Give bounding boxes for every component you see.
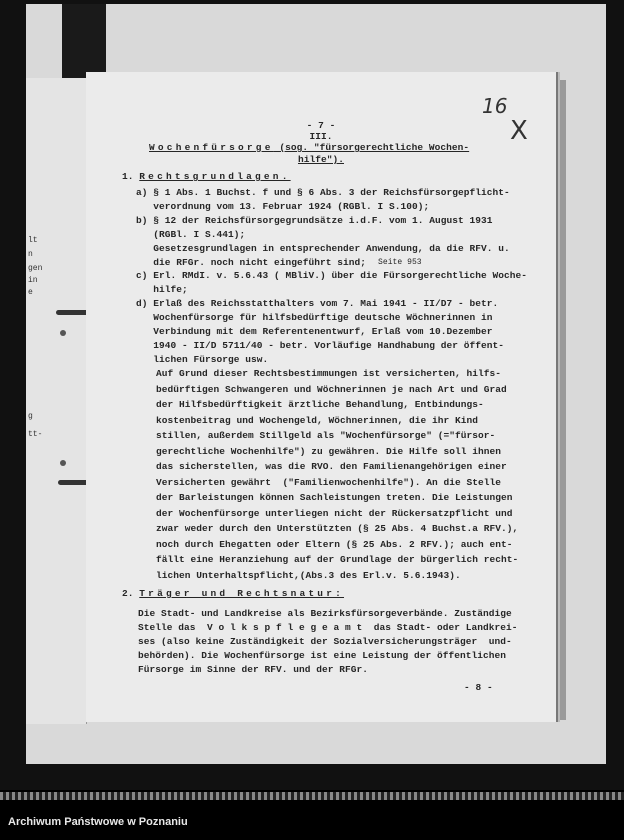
paragraph-line: gerechtliche Wochenhilfe") zu gewähren. Die Hilfe soll ihnen xyxy=(156,445,502,457)
section2-number: 2. xyxy=(122,588,134,599)
left-fragment: gen xyxy=(28,264,43,273)
binder-hole xyxy=(60,330,66,336)
left-fragment: e xyxy=(28,288,33,297)
section2-line: Die Stadt- und Landkreise als Bezirksfürsorgeverbände. Zuständige xyxy=(138,608,512,619)
section2-title: Träger und Rechtsnatur: xyxy=(139,588,345,599)
section1-heading xyxy=(122,171,291,182)
section2-line: ses (also keine Zuständigkeit der Sozialversicherungsträger und- xyxy=(138,636,512,647)
section2-line: Fürsorge im Sinne der RFV. und der RFGr. xyxy=(138,664,369,675)
document-title xyxy=(149,142,469,153)
left-fragment: n xyxy=(28,250,33,259)
title-rest: (sog. "fürsorgerechtliche Wochen- xyxy=(273,142,470,153)
section-number: III. xyxy=(309,131,333,142)
page-number-bottom: - 8 - xyxy=(464,682,493,693)
page-edge xyxy=(556,80,566,720)
binder-hole xyxy=(60,460,66,466)
handwritten-page-number: 16 xyxy=(482,94,508,118)
legal-basis-line: a) § 1 Abs. 1 Buchst. f und § 6 Abs. 3 der Reichsfürsorgepflicht- xyxy=(136,187,510,198)
left-fragment: g xyxy=(28,412,33,421)
archive-credit: Archiwum Państwowe w Poznaniu xyxy=(8,816,188,828)
title-main: Wochenfürsorge xyxy=(149,142,274,153)
legal-basis-line: (RGBl. I S.441); xyxy=(136,228,246,240)
legal-basis-line: c) Erl. RMdI. v. 5.6.43 ( MBliV.) über die Fürsorgerechtliche Woche- xyxy=(136,270,528,282)
left-fragment: in xyxy=(28,276,38,285)
left-fragment: tt- xyxy=(28,430,43,439)
paragraph-line: der Barleistungen können Sachleistungen treten. Die Leistungen xyxy=(156,492,513,503)
legal-basis-line: Verbindung mit dem Referentenentwurf, Erlaß vom 10.Dezember xyxy=(136,326,493,337)
legal-basis-line: b) § 12 der Reichsfürsorgegrundsätze i.d.F. vom 1. August 1931 xyxy=(136,214,493,226)
paragraph-line: kostenbeitrag und Wochengeld, Wöchnerinnen, die ihr Kind xyxy=(156,414,479,426)
paragraph-line: stillen, außerdem Stillgeld als "Wochenfürsorge" (="fürsor- xyxy=(156,430,496,441)
section2-line: behörden). Die Wochenfürsorge ist eine Leistung der öffentlichen xyxy=(138,650,507,661)
legal-basis-line: verordnung vom 13. Februar 1924 (RGBl. I S.100); xyxy=(136,200,430,212)
paragraph-line: der Hilfsbedürftigkeit ärztliche Behandlung, Entbindungs- xyxy=(156,399,484,410)
paragraph-line: bedürftigen Schwangeren und Wöchnerinnen je nach Art und Grad xyxy=(156,383,507,395)
section2-heading xyxy=(122,588,344,599)
legal-basis-line: 1940 - II/D 5711/40 - betr. Vorläufige Handhabung der öffent- xyxy=(136,339,505,351)
document-page xyxy=(86,72,556,722)
left-fragment: lt xyxy=(28,236,38,245)
page-number-top: - 7 - xyxy=(306,120,336,131)
film-stripe xyxy=(0,792,624,800)
handwritten-mark: X xyxy=(510,116,528,146)
paragraph-line: Auf Grund dieser Rechtsbestimmungen ist versicherten, hilfs- xyxy=(156,368,502,379)
legal-basis-line: die RFGr. noch nicht eingeführt sind; xyxy=(136,256,367,268)
paragraph-line: das sicherstellen, was die RVO. den Familienangehörigen einer xyxy=(156,461,507,472)
binding-spine xyxy=(62,4,106,80)
paragraph-line: zwar weder durch den Unterstützten (§ 25 Abs. 4 Buchst.a RFV.), xyxy=(156,523,519,534)
inserted-note: Seite 953 xyxy=(378,258,422,267)
section1-title: Rechtsgrundlagen. xyxy=(139,171,291,182)
section2-line: Stelle das V o l k s p f l e g e a m t das Stadt- oder Landkrei- xyxy=(138,622,518,633)
section1-number: 1. xyxy=(122,171,134,182)
paragraph-line: noch durch Ehegatten oder Eltern (§ 25 Abs. 2 RFV.); auch ent- xyxy=(156,538,513,550)
legal-basis-line: d) Erlaß des Reichsstatthalters vom 7. Mai 1941 - II/D7 - betr. xyxy=(136,298,499,310)
legal-basis-line: Wochenfürsorge für hilfsbedürftige deutsche Wöchnerinnen in xyxy=(136,312,493,324)
paragraph-line: fällt eine Heranziehung auf der Grundlage der bürgerlich recht- xyxy=(156,554,519,565)
title-line2 xyxy=(86,154,556,165)
paragraph-line: lichen Unterhaltspflicht,(Abs.3 des Erl.v. 5.6.1943). xyxy=(156,569,461,581)
paragraph-line: der Wochenfürsorge unterliegen nicht der Rückersatzpflicht und xyxy=(156,507,513,519)
paragraph-line: Versicherten gewährt ("Familienwochenhilfe"). An die Stelle xyxy=(156,476,502,488)
legal-basis-line: Gesetzesgrundlagen in entsprechender Anwendung, da die RFV. u. xyxy=(136,242,510,254)
title-line2-text: hilfe"). xyxy=(297,154,344,165)
legal-basis-line: hilfe; xyxy=(136,284,188,296)
left-page-fragment xyxy=(26,78,87,724)
legal-basis-line: lichen Fürsorge usw. xyxy=(136,353,269,365)
